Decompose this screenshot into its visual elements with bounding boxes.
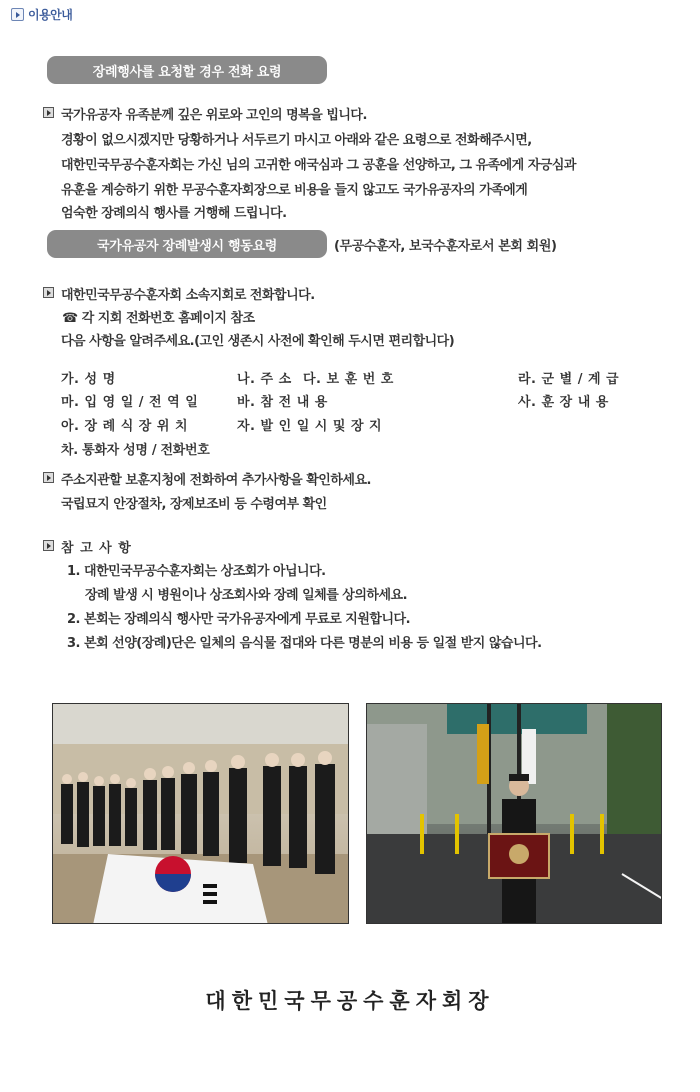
bullet-icon [43, 472, 54, 483]
section-heading-note: (무공수훈자, 보국수훈자로서 본회 회원) [334, 239, 557, 254]
info-item: 아. 장 례 식 장 위 치 [61, 419, 188, 434]
page-title: 이용안내 [28, 8, 73, 22]
section4-line: 2. 본회는 장례의식 행사만 국가유공자에게 무료로 지원합니다. [67, 612, 411, 627]
section4-line: 장례 발생 시 병원이나 상조회사와 장례 일체를 상의하세요. [85, 588, 408, 603]
info-item: 라. 군 별 / 계 급 [518, 372, 620, 387]
info-item: 가. 성 명 [61, 372, 116, 387]
honor-guard-illustration [367, 704, 662, 924]
info-item: 바. 참 전 내 용 [237, 395, 328, 410]
info-item: 다. 보 훈 번 호 [303, 372, 394, 387]
bullet-icon [43, 540, 54, 551]
breadcrumb [11, 6, 72, 23]
section1-line: 유훈을 계승하기 위한 무공수훈자회장으로 비용을 들지 않고도 국가유공자의 가족에게 [61, 183, 528, 198]
section2-line: 대한민국무공수훈자회 소속지회로 전화합니다. [61, 288, 315, 303]
bullet-icon [43, 287, 54, 298]
section-heading-phone-guide: 장례행사를 요청할 경우 전화 요령 [47, 56, 327, 84]
section1-line: 경황이 없으시겠지만 당황하거나 서두르기 마시고 아래와 같은 요령으로 전화해주시면, [61, 133, 532, 148]
section-heading-action-guide: 국가유공자 장례발생시 행동요령 [47, 230, 327, 258]
section2-line: 다음 사항을 알려주세요.(고인 생존시 사전에 확인해 두시면 편리합니다) [61, 334, 455, 349]
section3-line: 주소지관할 보훈지청에 전화하여 추가사항을 확인하세요. [61, 473, 371, 488]
section4-line: 1. 대한민국무공수훈자회는 상조회가 아닙니다. [67, 564, 326, 579]
info-item: 차. 통화자 성명 / 전화번호 [61, 443, 210, 458]
section1-line: 대한민국무공수훈자회는 가신 님의 고귀한 애국심과 그 공훈을 선양하고, 그 유족에게 자긍심과 [61, 158, 576, 173]
play-arrow-icon [11, 8, 24, 21]
section2-phone-line: ☎ 각 지회 전화번호 홈페이지 참조 [62, 311, 255, 326]
info-item: 마. 입 영 일 / 전 역 일 [61, 395, 199, 410]
bullet-icon [43, 107, 54, 118]
section4-line: 3. 본회 선양(장례)단은 일체의 음식물 접대와 다른 명분의 비용 등 일절 받지 않습니다. [67, 636, 542, 651]
section3-line: 국립묘지 안장절차, 장제보조비 등 수령여부 확인 [61, 497, 327, 512]
photo-honor-guard [366, 703, 662, 924]
photo-funeral-ceremony [52, 703, 349, 924]
info-item: 자. 발 인 일 시 및 장 지 [237, 419, 383, 434]
info-item: 나. 주 소 [237, 372, 292, 387]
section4-heading: 참 고 사 항 [61, 541, 132, 556]
funeral-ceremony-illustration [53, 704, 349, 924]
section1-line: 국가유공자 유족분께 깊은 위로와 고인의 명복을 빕니다. [61, 108, 367, 123]
section1-line: 엄숙한 장례의식 행사를 거행해 드립니다. [61, 206, 287, 221]
info-item: 사. 훈 장 내 용 [518, 395, 609, 410]
organization-signature: 대한민국무공수훈자회장 [205, 989, 495, 1013]
